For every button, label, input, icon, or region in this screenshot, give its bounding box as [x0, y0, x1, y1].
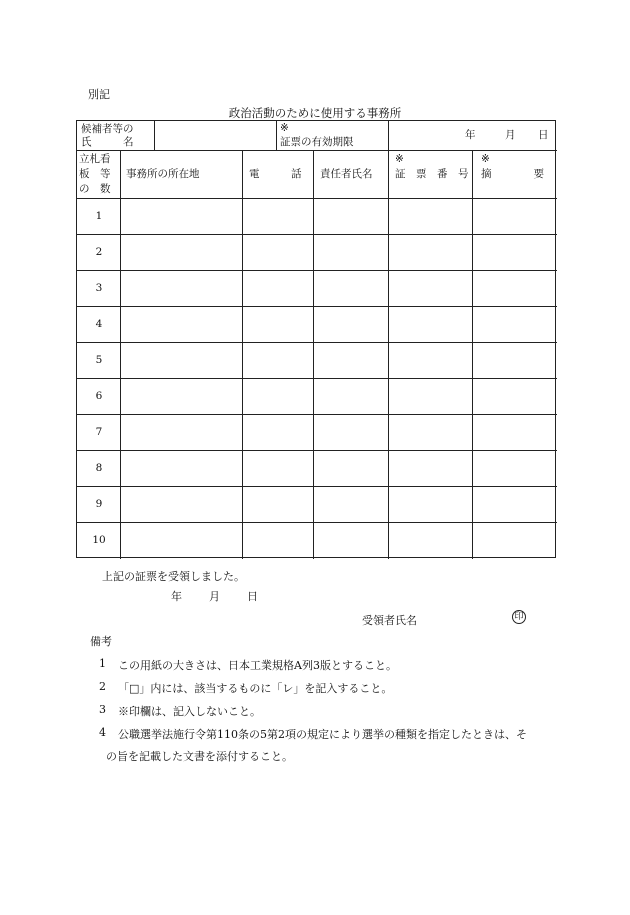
manager-field[interactable]: [314, 307, 389, 343]
row-number-cell: [77, 523, 121, 559]
row-number: 1: [95, 210, 103, 222]
note-text: 「□」内には、該当するものに「レ」を記入すること。: [118, 682, 393, 695]
summary-field[interactable]: [473, 451, 557, 487]
row-number: 2: [95, 246, 103, 258]
cert-no-field[interactable]: [389, 271, 473, 307]
candidate-name-label-cell: [77, 121, 155, 151]
cert-no-field[interactable]: [389, 343, 473, 379]
validity-label: 証票の有効期限: [280, 136, 354, 148]
phone-field[interactable]: [243, 523, 314, 559]
address-field[interactable]: [121, 199, 243, 235]
address-header: [121, 151, 243, 199]
validity-mark: ※: [280, 122, 289, 134]
count-header-line1: 立札看: [79, 153, 111, 165]
manager-field[interactable]: [314, 379, 389, 415]
manager-field[interactable]: [314, 199, 389, 235]
phone-field[interactable]: [243, 235, 314, 271]
table-row: [77, 487, 557, 523]
note-number: 3: [99, 703, 106, 716]
summary-field[interactable]: [473, 199, 557, 235]
manager-field[interactable]: [314, 487, 389, 523]
address-header-label: 事務所の所在地: [126, 168, 200, 180]
cert-no-label: 証 票 番 号: [395, 168, 469, 180]
table-row: [77, 523, 557, 559]
address-field[interactable]: [121, 415, 243, 451]
cert-no-field[interactable]: [389, 523, 473, 559]
receiver-name-label: 受領者氏名: [362, 614, 417, 627]
row-number-cell: [77, 343, 121, 379]
summary-field[interactable]: [473, 343, 557, 379]
row-number: 3: [95, 282, 103, 294]
row-number-cell: [77, 199, 121, 235]
row-number-cell: [77, 235, 121, 271]
summary-field[interactable]: [473, 271, 557, 307]
count-header: [77, 151, 121, 199]
manager-field[interactable]: [314, 271, 389, 307]
validity-month: 月: [505, 129, 516, 141]
address-field[interactable]: [121, 343, 243, 379]
row-number: 10: [92, 534, 106, 546]
table-row: [77, 379, 557, 415]
phone-header-label: 電 話: [249, 168, 302, 180]
row-number: 4: [95, 318, 103, 330]
cert-no-field[interactable]: [389, 199, 473, 235]
receipt-date: [171, 588, 258, 604]
row-number-cell: [77, 487, 121, 523]
manager-field[interactable]: [314, 343, 389, 379]
note-continuation: の旨を記載した文書を添付すること。: [106, 750, 293, 763]
table-row: [77, 235, 557, 271]
candidate-name-field[interactable]: [155, 121, 277, 151]
cert-no-mark: ※: [395, 153, 404, 165]
table-row: [77, 415, 557, 451]
cert-no-field[interactable]: [389, 451, 473, 487]
acknowledgement-text: 上記の証票を受領しました。: [102, 570, 245, 583]
phone-field[interactable]: [243, 271, 314, 307]
validity-label-cell: [277, 121, 389, 151]
summary-field[interactable]: [473, 523, 557, 559]
table-row: [77, 307, 557, 343]
note-text: 公職選挙法施行令第110条の5第2項の規定により選挙の種類を指定したときは、そ: [118, 728, 527, 741]
candidate-label-line2: 氏 名: [81, 136, 134, 148]
row-number-cell: [77, 271, 121, 307]
summary-header: [473, 151, 557, 199]
cert-no-field[interactable]: [389, 235, 473, 271]
count-header-line3: の 数: [79, 183, 111, 195]
row-number: 8: [95, 462, 103, 474]
receipt-day: 日: [247, 590, 258, 603]
phone-field[interactable]: [243, 307, 314, 343]
address-field[interactable]: [121, 235, 243, 271]
count-header-line2: 板 等: [79, 168, 111, 180]
address-field[interactable]: [121, 271, 243, 307]
seal-mark: 印: [512, 610, 526, 624]
row-number-cell: [77, 415, 121, 451]
summary-label: 摘 要: [481, 168, 544, 180]
summary-field[interactable]: [473, 235, 557, 271]
cert-no-header: [389, 151, 473, 199]
phone-field[interactable]: [243, 379, 314, 415]
phone-field[interactable]: [243, 415, 314, 451]
note-text: ※印欄は、記入しないこと。: [118, 705, 261, 718]
address-field[interactable]: [121, 487, 243, 523]
note-number: 2: [99, 680, 106, 693]
document-label: 別記: [88, 88, 110, 101]
summary-field[interactable]: [473, 307, 557, 343]
validity-date-field[interactable]: [389, 121, 557, 151]
table-row: [77, 199, 557, 235]
row-number: 6: [95, 390, 103, 402]
manager-field[interactable]: [314, 451, 389, 487]
manager-field[interactable]: [314, 415, 389, 451]
address-field[interactable]: [121, 523, 243, 559]
cert-no-field[interactable]: [389, 487, 473, 523]
manager-field[interactable]: [314, 523, 389, 559]
receipt-month: 月: [209, 590, 220, 603]
note-number: 1: [99, 657, 106, 670]
summary-field[interactable]: [473, 415, 557, 451]
validity-year: 年: [465, 129, 476, 141]
cert-no-field[interactable]: [389, 379, 473, 415]
table-row: [77, 451, 557, 487]
manager-header-label: 責任者氏名: [320, 168, 373, 180]
row-number: 9: [95, 498, 103, 510]
receipt-year: 年: [171, 590, 182, 603]
phone-field[interactable]: [243, 487, 314, 523]
phone-field[interactable]: [243, 343, 314, 379]
manager-field[interactable]: [314, 235, 389, 271]
row-number: 7: [95, 426, 103, 438]
phone-header: [243, 151, 314, 199]
row-number-cell: [77, 451, 121, 487]
table-row: [77, 343, 557, 379]
data-rows: [77, 199, 557, 559]
address-field[interactable]: [121, 307, 243, 343]
summary-field[interactable]: [473, 379, 557, 415]
validity-day: 日: [538, 129, 549, 141]
manager-header: [314, 151, 389, 199]
note-number: 4: [99, 726, 106, 739]
summary-mark: ※: [481, 153, 490, 165]
address-field[interactable]: [121, 379, 243, 415]
document-title: 政治活動のために使用する事務所: [228, 106, 402, 120]
cert-no-field[interactable]: [389, 415, 473, 451]
row-number-cell: [77, 379, 121, 415]
phone-field[interactable]: [243, 451, 314, 487]
candidate-label-line1: 候補者等の: [81, 123, 134, 135]
row-number-cell: [77, 307, 121, 343]
address-field[interactable]: [121, 451, 243, 487]
note-text: この用紙の大きさは、日本工業規格A列3版とすること。: [118, 659, 397, 672]
table-row: [77, 271, 557, 307]
row-number: 5: [95, 354, 103, 366]
cert-no-field[interactable]: [389, 307, 473, 343]
phone-field[interactable]: [243, 199, 314, 235]
summary-field[interactable]: [473, 487, 557, 523]
office-form-table: [76, 120, 556, 558]
notes-heading: 備考: [90, 635, 112, 648]
